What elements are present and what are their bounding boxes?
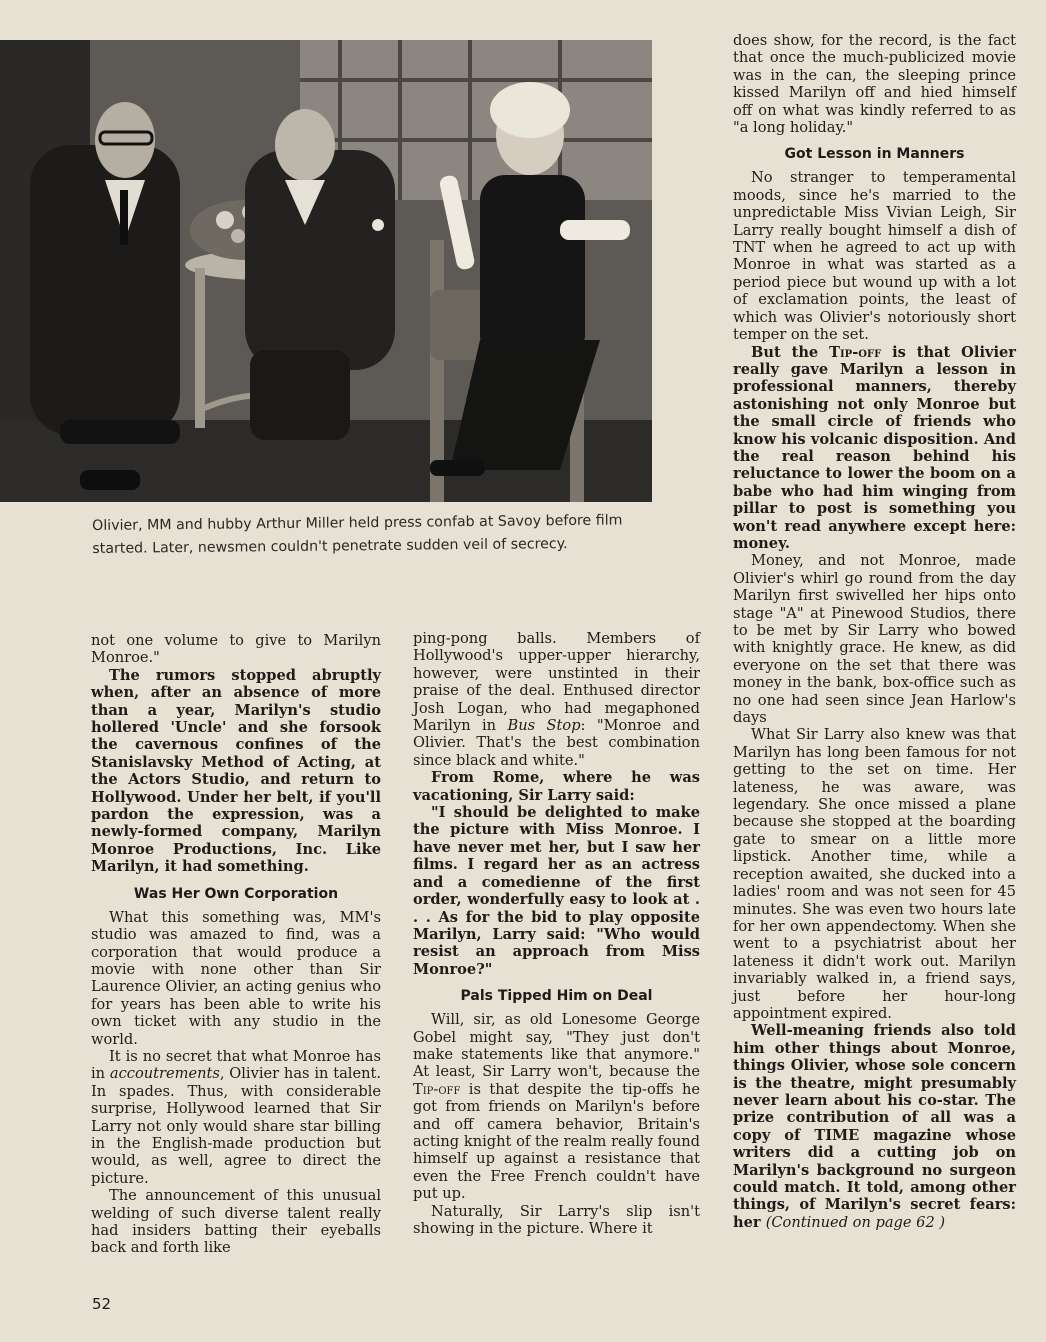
photo-caption: Olivier, MM and hubby Arthur Miller held press confab at Savoy before film started. Later, newsmen couldn't penetrate sudden veil of secrecy. — [92, 512, 623, 557]
article-column-3 — [733, 32, 1016, 1231]
tip-off-logo-text: Tip-off — [413, 1080, 461, 1098]
paragraph — [733, 1022, 1016, 1231]
paragraph: What Sir Larry also knew was that Marilyn has long been famous for not getting to the set on time. Her lateness, he was aware, was legendary. She once missed a plane because she stopped at the boarding gate to smear on a little more lipstick. Another time, while a reception awaited, she ducked into a ladies' room and was not seen for 45 minutes. She was even two hours late for her own appendectomy. When she went to a psychiatrist about her lateness it didn't work out. Marilyn invariably walked in, a friend says, just before her hour-long appointment expired. — [733, 726, 1016, 1022]
text-run: Will, sir, as old Lonesome George Gobel might say, "They just don't make statements like that anymore." At least, Sir Larry won't, because the — [413, 1011, 700, 1081]
text-run: Well-meaning friends also told him other things about Monroe, things Olivier, whose sole concern is the theatre, might presumably never learn about his co-star. The prize contribution of all was a copy of TIME magazine whose writers did a cutting job on Marilyn's background no surgeon could match. It told, among other things, of Marilyn's secret fears: her — [733, 1022, 1016, 1231]
paragraph: not one volume to give to Marilyn Monroe." — [91, 632, 381, 667]
press-photo-illustration — [0, 40, 652, 502]
press-photo — [0, 40, 652, 502]
paragraph: The announcement of this unusual welding of such diverse talent really had insiders batting their eyeballs back and forth like — [91, 1187, 381, 1257]
paragraph: Naturally, Sir Larry's slip isn't showing in the picture. Where it — [413, 1202, 700, 1237]
paragraph — [413, 1011, 700, 1202]
paragraph — [91, 1048, 381, 1187]
continued-note: (Continued on page 62 ) — [765, 1213, 946, 1231]
paragraph: The rumors stopped abruptly when, after an absence of more than a year, Marilyn's studio hollered 'Uncle' and she forsook the cavernous confines of the Stanislavsky Method of Acting, at the Actors Studio, and return to Hollywood. Under her belt, if you'll pardon the expression, was a newly-formed company, Marilyn Monroe Productions, Inc. Like Marilyn, it had something. — [91, 666, 381, 876]
paragraph: From Rome, where he was vacationing, Sir Larry said: — [413, 769, 700, 804]
text-run: ping-pong balls. Members of Hollywood's upper-upper hierarchy, however, were unstinted in their praise of the deal. Enthused director Josh Logan, who had megaphoned Marilyn in — [413, 630, 700, 735]
paragraph: "I should be delighted to make the picture with Miss Monroe. I have never met her, but I saw her films. I regard her as an actress and a comedienne of the first order, wonderfully easy to look at . . . As for the bid to play opposite Marilyn, Larry said: "Who would resist an approach from Miss Monroe?" — [413, 804, 700, 978]
paragraph — [413, 630, 700, 769]
text-run: , Olivier has in talent. In spades. Thus, with considerable surprise, Hollywood learned that Sir Larry not only would share star billing in the English-made production but would, as well, agree to direct the picture. — [91, 1065, 381, 1187]
paragraph: No stranger to temperamental moods, since he's married to the unpredictable Miss Vivian Leigh, Sir Larry really bought himself a dish of TNT when he agreed to act up with Monroe in what was started as a period piece but wound up with a lot of exclamation points, the least of which was Olivier's notoriously short temper on the set. — [733, 169, 1016, 344]
text-run: is that Olivier really gave Marilyn a lesson in professional manners, thereby astonishing not only Monroe but the small circle of friends who know his volcanic disposition. And the real reason behind his reluctance to lower the boom on a babe who had him winging from pillar to post is something you won't read anywhere except here: money. — [733, 343, 1016, 552]
article-column-1 — [91, 632, 381, 1257]
text-run: is that despite the tip-offs he got from friends on Marilyn's before and off camera behavior, Britain's acting knight of the realm really found himself up against a resistance that even the Free French couldn't have put up. — [413, 1080, 700, 1203]
text-run: It is no secret that what Monroe has in — [91, 1047, 381, 1083]
tip-off-logo-text: Tip-off — [829, 343, 882, 361]
paragraph: What this something was, MM's studio was amazed to find, was a corporation that would produce a movie with none other than Sir Laurence Olivier, an acting genius who for years has been able to write his own ticket with any studio in the world. — [91, 908, 381, 1048]
article-column-2 — [413, 630, 700, 1237]
paragraph: does show, for the record, is the fact that once the much-publicized movie was in the can, the sleeping prince kissed Marilyn off and hied himself off on what was kindly referred to as "a long holiday." — [733, 32, 1016, 137]
subheading: Pals Tipped Him on Deal — [460, 988, 653, 1005]
text-run: : "Monroe and Olivier. That's the best combination since black and white." — [413, 717, 700, 769]
subheading: Got Lesson in Manners — [784, 146, 965, 163]
text-run: But the — [751, 343, 819, 361]
paragraph: Money, and not Monroe, made Olivier's whirl go round from the day Marilyn first swivelled her hips onto stage "A" at Pinewood Studios, there to be met by Sir Larry who bowed with knightly grace. He knew, as did everyone on the set that there was money in the bank, box-office such as no one had seen since Jean Harlow's days — [733, 552, 1016, 727]
page-number: 52 — [92, 1295, 112, 1313]
italic-text: Bus Stop — [507, 717, 581, 735]
paragraph — [733, 344, 1016, 553]
subheading: Was Her Own Corporation — [133, 885, 339, 902]
italic-text: accoutrements — [109, 1065, 220, 1083]
